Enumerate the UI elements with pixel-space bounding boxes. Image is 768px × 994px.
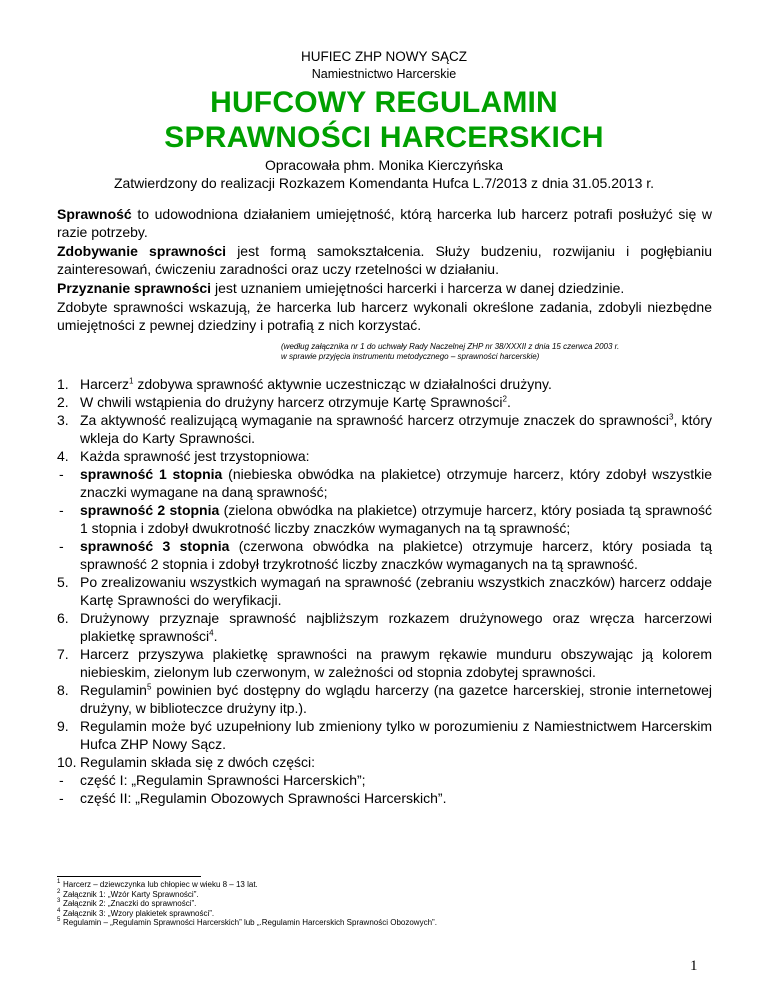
footnote: 1 Harcerz – dziewczynka lub chłopiec w wieku 8 – 13 lat. [57, 879, 258, 889]
organization-unit: Namiestnictwo Harcerskie [311, 67, 457, 81]
footnote-separator [57, 876, 201, 877]
list-item: 2. W chwili wstąpienia do drużyny harcerz otrzymuje Kartę Sprawności$^2$. [57, 394, 511, 410]
definition-paragraph [57, 205, 712, 241]
footnote: 4 Załącznik 3: „Wzory plakietek sprawności”. [57, 907, 215, 918]
document-title-line1: HUFCOWY REGULAMIN [210, 86, 558, 119]
list-subitem: - sprawność 1 stopnia (niebieska obwódka na plakietce) otrzymuje harcerz, który zdobył wszystkie znaczki wymagane na daną sprawność; [59, 466, 713, 500]
list-item: 3. Za aktywność realizującą wymaganie na sprawność harcerz otrzymuje znaczek do sprawności$^3$, który wkleja do Karty Sprawności. [57, 412, 712, 446]
list-subitem: - sprawność 3 stopnia (czerwona obwódka na plakietce) otrzymuje harcerz, który posiada tą sprawność 2 stopnia i zdobył trzykrotność liczby znaczków wymaganych na tą sprawność. [59, 538, 712, 572]
list-item: 4. Każda sprawność jest trzystopniowa: [57, 448, 310, 464]
definition-text: to udowodniona działaniem umiejętność, którą harcerka lub harcerz potrafi posłużyć się w razie potrzeby. [57, 206, 712, 240]
definition-term: Sprawność [57, 206, 132, 222]
approval-line: Zatwierdzony do realizacji Rozkazem Komendanta Hufca L.7/2013 z dnia 31.05.2013 r. [113, 175, 655, 191]
list-item: 10. Regulamin składa się z dwóch części: [57, 754, 315, 770]
page-number: 1 [690, 958, 698, 974]
list-item: 1. Harcerz$^1$ zdobywa sprawność aktywnie uczestnicząc w działalności drużyny. [57, 376, 552, 392]
list-subitem: - część I: „Regulamin Sprawności Harcerskich”; [59, 772, 366, 788]
awarding-text: jest uznaniem umiejętności harcerki i harcerza w danej dziedzinie. [211, 280, 625, 296]
list-subitem: - sprawność 2 stopnia (zielona obwódka na plakietce) otrzymuje harcerz, który posiada tą sprawność 1 stopnia i zdobył dwukrotność liczby znaczków wymaganych na tą sprawność; [59, 502, 713, 536]
earning-term: Zdobywanie sprawności [57, 243, 227, 259]
earning-paragraph [57, 242, 712, 278]
list-item: 8. Regulamin$^5$ powinien być dostępny do wglądu harcerzy (na gazetce harcerskiej, stronie internetowej drużyny, w biblioteczce drużyny itp.). [57, 682, 712, 716]
list-item: 5. Po zrealizowaniu wszystkich wymagań na sprawność (zebraniu wszystkich znaczków) harcerz oddaje Kartę Sprawności do weryfikacji. [57, 574, 712, 608]
document-title-line2: SPRAWNOŚCI HARCERSKICH [164, 121, 604, 154]
list-item: 6. Drużynowy przyznaje sprawność najbliższym rozkazem drużynowego oraz wręcza harcerzowi plakietkę sprawności$^4$. [57, 610, 712, 644]
summary-paragraph: Zdobyte sprawności wskazują, że harcerka lub harcerz wykonali określone zadania, zdobyli niezbędne umiejętności z pewnej dziedziny i potrafią z nich korzystać. [57, 299, 712, 333]
rules-list [57, 375, 712, 807]
source-note-line1: (według załącznika nr 1 do uchwały Rady Naczelnej ZHP nr 38/XXXII z dnia 15 czerwca 2003 r. [281, 342, 620, 351]
earning-text: jest formą samokształcenia. Służy budzeniu, rozwijaniu i pogłębianiu zainteresowań, ćwiczeniu zaradności oraz uczy rzetelności w działaniu. [57, 243, 712, 277]
awarding-term: Przyznanie sprawności [57, 280, 212, 296]
footnote: 2 Załącznik 1: „Wzór Karty Sprawności”. [57, 888, 199, 899]
footnote: 5 Regulamin – „Regulamin Sprawności Harcerskich” lub „.Regulamin Harcerskich Sprawności Obozowych”. [57, 917, 437, 928]
source-note-line2: w sprawie przyjęcia instrumentu metodycznego – sprawności harcerskie) [281, 352, 540, 361]
footnote: 3 Załącznik 2: „Znaczki do sprawności”. [57, 898, 197, 909]
awarding-paragraph [57, 279, 712, 297]
organization-name: HUFIEC ZHP NOWY SĄCZ [300, 49, 467, 64]
author-line: Opracowała phm. Monika Kierczyńska [264, 157, 504, 173]
list-item: 7. Harcerz przyszywa plakietkę sprawności na prawym rękawie munduru obszywając ją kolorem niebieskim, zielonym lub czerwonym, w zależności od stopnia zdobytej sprawności. [57, 646, 712, 680]
source-note [281, 342, 711, 362]
footnotes [57, 880, 677, 928]
list-item: 9. Regulamin może być uzupełniony lub zmieniony tylko w porozumieniu z Namiestnictwem Harcerskim Hufca ZHP Nowy Sącz. [57, 718, 712, 752]
list-subitem: - część II: „Regulamin Obozowych Sprawności Harcerskich”. [59, 790, 447, 806]
